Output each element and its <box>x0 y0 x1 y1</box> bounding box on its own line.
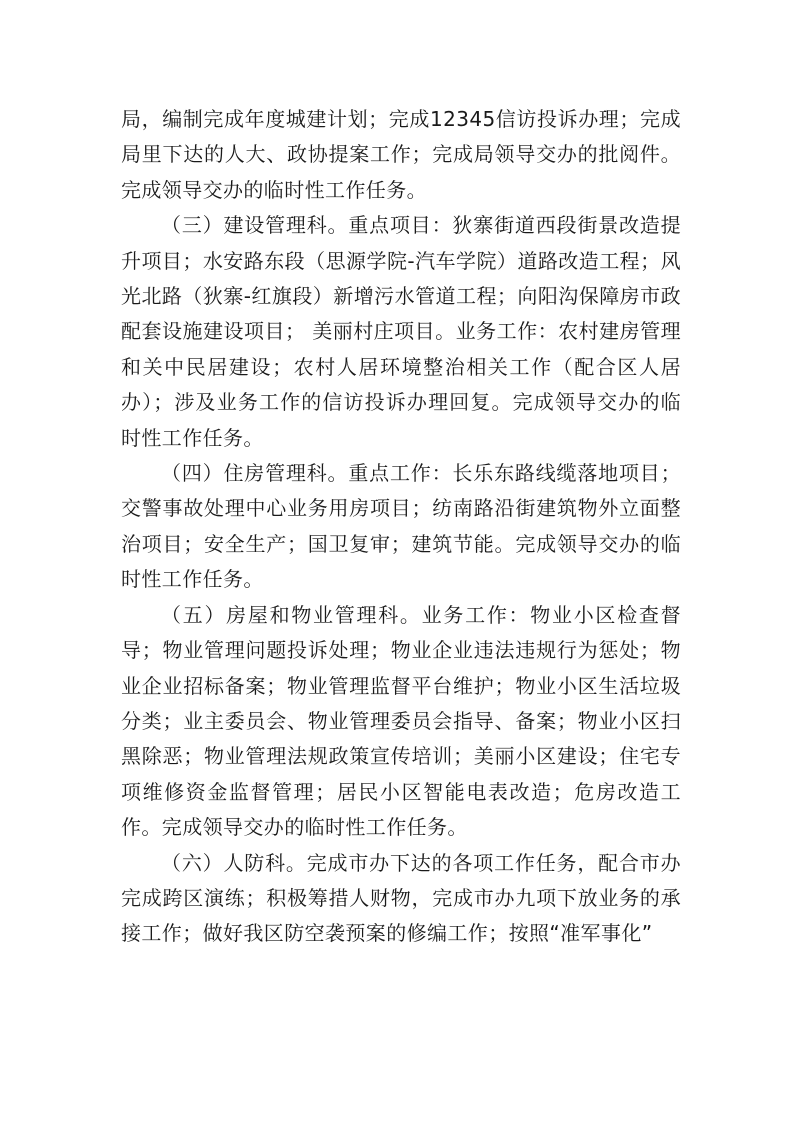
paragraph-property-management: （五）房屋和物业管理科。业务工作：物业小区检查督导；物业管理问题投诉处理；物业企业违法违规行为惩处；物业企业招标备案；物业管理监督平台维护；物业小区生活垃圾分类；业主委员会、物业管理委员会指导、备案；物业小区扫黑除恶；物业管理法规政策宣传培训；美丽小区建设；住宅专项维修资金监督管理；居民小区智能电表改造；危房改造工作。完成领导交办的临时性工作任务。 <box>121 602 681 840</box>
document-body <box>121 102 681 952</box>
paragraph-construction-management: （三）建设管理科。重点项目：狄寨街道西段街景改造提升项目；水安路东段（思源学院-汽车学院）道路改造工程；风光北路（狄寨-红旗段）新增污水管道工程；向阳沟保障房市政配套设施建设项目； 美丽村庄项目。业务工作：农村建房管理和关中民居建设；农村人居环境整治相关工作（配合区人居办）；涉及业务工作的信访投诉办理回复。完成领导交办的临时性工作任务。 <box>121 213 681 450</box>
paragraph-housing-management: （四）住房管理科。重点工作：长乐东路线缆落地项目；交警事故处理中心业务用房项目；纺南路沿街建筑物外立面整治项目；安全生产；国卫复审；建筑节能。完成领导交办的临时性工作任务。 <box>121 461 681 592</box>
paragraph-civil-defense: （六）人防科。完成市办下达的各项工作任务，配合市办完成跨区演练；积极筹措人财物，完成市办九项下放业务的承接工作；做好我区防空袭预案的修编工作；按照“准军事化” <box>121 850 681 946</box>
paragraph-continuation: 局，编制完成年度城建计划；完成12345信访投诉办理；完成局里下达的人大、政协提案工作；完成局领导交办的批阅件。完成领导交办的临时性工作任务。 <box>121 107 681 202</box>
